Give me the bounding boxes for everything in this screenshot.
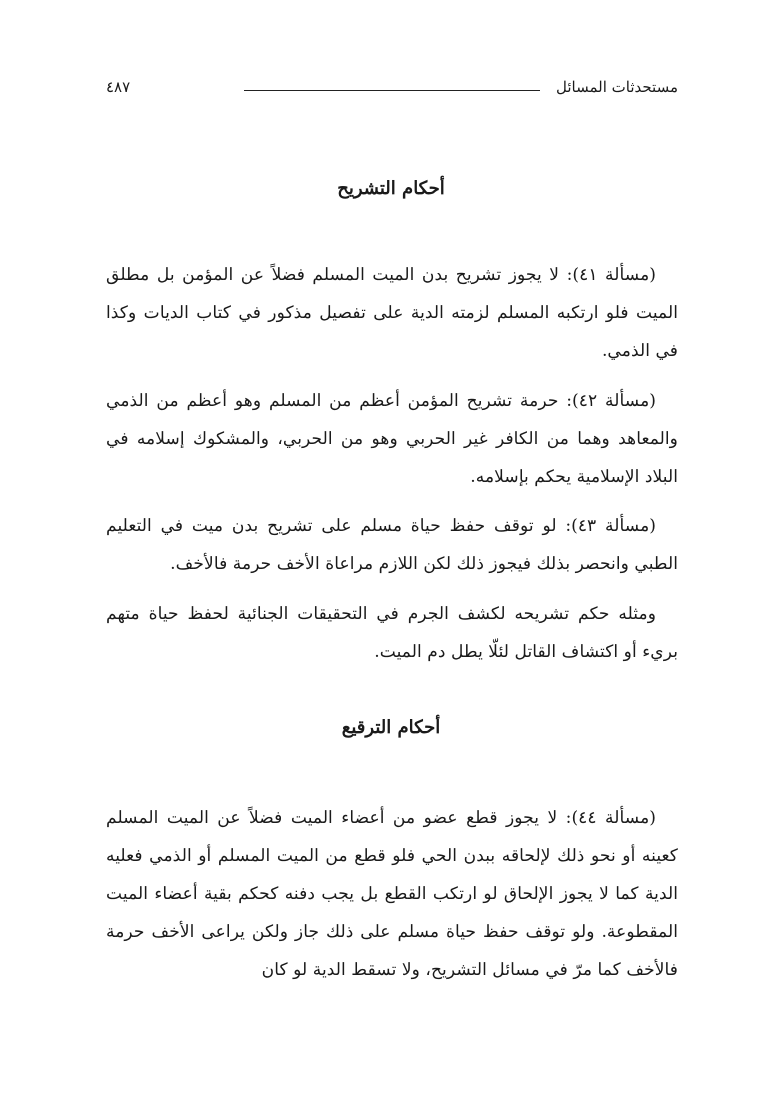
header-rule — [244, 90, 540, 91]
paragraph-forensic-dissection: ومثله حكم تشريحه لكشف الجرم في التحقيقات الجنائية لحفظ حياة متهم بريء أو اكتشاف القاتل لئلّا يطل دم الميت. — [106, 604, 678, 663]
paragraph-issue-42: (مسألة ٤٢): حرمة تشريح المؤمن أعظم من المسلم وهو أعظم من الذمي والمعاهد وهما من الكافر غير الحربي وهو من الحربي، والمشكوك إسلامه في البلاد الإسلامية يحكم بإسلامه. — [106, 391, 678, 488]
paragraph-issue-41: (مسألة ٤١): لا يجوز تشريح بدن الميت المسلم فضلاً عن المؤمن بل مطلق الميت فلو ارتكبه المسلم لزمته الدية على تفصيل مذكور في كتاب الديات وكذا في الذمي. — [106, 265, 678, 362]
section-heading-dissection: أحكام التشريح — [337, 178, 445, 199]
page-number: ٤٨٧ — [106, 78, 131, 96]
section-heading-grafting: أحكام الترقيع — [341, 717, 441, 738]
paragraph-issue-44: (مسألة ٤٤): لا يجوز قطع عضو من أعضاء الميت فضلاً عن الميت المسلم كعينه أو نحو ذلك لإلحاقه ببدن الحي فلو قطع من الميت المسلم أو الذمي فعليه الدية كما لا يجوز الإلحاق لو ارتكب القطع بل يجب دفنه كحكم بقية أعضاء الميت المقطوعة. ولو توقف حفظ حياة مسلم على ذلك جاز ولكن يراعى الأخف حرمة فالأخف كما مرّ في مسائل التشريح، ولا تسقط الدية لو كان — [106, 808, 678, 981]
paragraph-issue-43: (مسألة ٤٣): لو توقف حفظ حياة مسلم على تشريح بدن ميت في التعليم الطبي وانحصر بذلك فيجوز ذلك لكن اللازم مراعاة الأخف حرمة فالأخف. — [106, 516, 678, 575]
running-header — [106, 74, 678, 102]
running-title: مستحدثات المسائل — [555, 78, 678, 96]
